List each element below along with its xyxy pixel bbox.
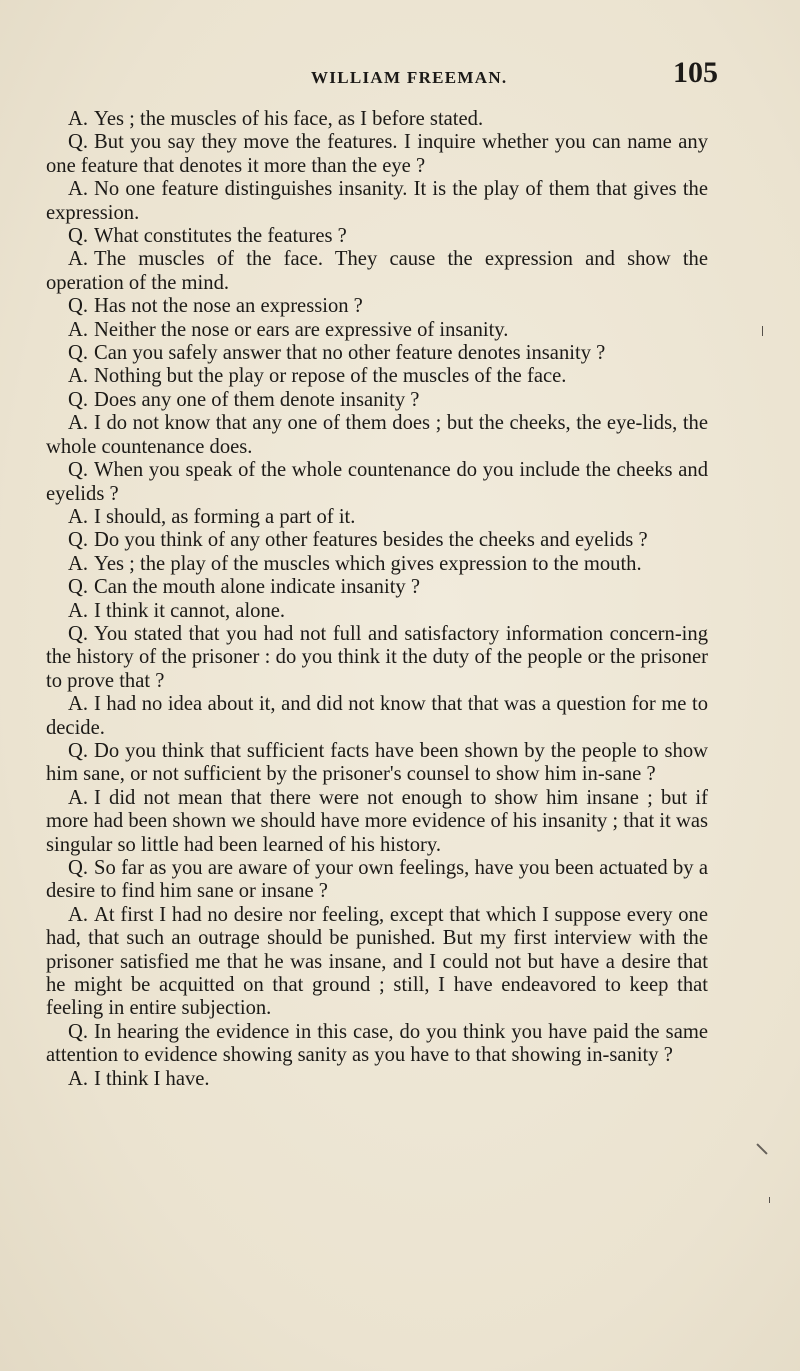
speaker-label: A. [68,786,89,809]
testimony-text [46,108,708,1091]
paragraph-text: At first I had no desire nor feeling, except that which I suppose every one had, that such an outrage should be punished. But my first interview with the prisoner satisfied me that he was insane, and I could not but have a desire that he might be acquitted on that ground ; still, I have endeavored to keep that feeling in entire subjection. [46,903,708,1020]
paragraph-text: I do not know that any one of them does ; but the cheeks, the eye-lids, the whole countenance does. [46,412,708,458]
speaker-label: Q. [68,459,89,482]
paragraph-text: Yes ; the play of the muscles which gives expression to the mouth. [94,552,642,575]
speaker-label: A. [68,178,89,201]
answer-paragraph [46,412,708,459]
speaker-label: Q. [68,131,89,154]
paragraph-text: But you say they move the features. I inquire whether you can name any one feature that denotes it more than the eye ? [46,131,708,177]
margin-mark [756,1143,767,1154]
paragraph-text: I think I have. [94,1067,210,1090]
speaker-label: Q. [68,529,89,552]
paragraph-text: Does any one of them denote insanity ? [94,388,420,411]
question-paragraph [46,623,708,693]
paragraph-text: Do you think of any other features besides the cheeks and eyelids ? [94,529,648,552]
paragraph-text: Nothing but the play or repose of the muscles of the face. [94,365,567,388]
question-paragraph [46,740,708,787]
speaker-label: A. [68,552,89,575]
speaker-label: Q. [68,388,89,411]
paragraph-text: Has not the nose an expression ? [94,295,363,318]
paragraph-text: Yes ; the muscles of his face, as I before stated. [94,108,484,130]
question-paragraph [46,576,708,599]
question-paragraph [46,1021,708,1068]
paragraph-text: I did not mean that there were not enough to show him insane ; but if more had been shown we should have more evidence of his insanity ; that it was singular so little had been learned of his history. [46,786,708,856]
speaker-label: A. [68,318,89,341]
answer-paragraph [46,693,708,740]
paragraph-text: I had no idea about it, and did not know that that was a question for me to decide. [46,693,708,739]
question-paragraph [46,295,708,318]
speaker-label: A. [68,505,89,528]
paragraph-text: No one feature distinguishes insanity. It is the play of them that gives the expression. [46,178,708,224]
paragraph-text: So far as you are aware of your own feelings, have you been actuated by a desire to find him sane or insane ? [46,857,708,903]
speaker-label: Q. [68,225,89,248]
margin-mark [762,326,763,336]
paragraph-text: Can the mouth alone indicate insanity ? [94,576,421,599]
question-paragraph [46,389,708,412]
answer-paragraph [46,787,708,857]
running-title: WILLIAM FREEMAN. [311,68,508,87]
speaker-label: A. [68,903,89,926]
speaker-label: Q. [68,739,89,762]
question-paragraph [46,459,708,506]
paragraph-text: Neither the nose or ears are expressive of insanity. [94,318,509,341]
paragraph-text: I think it cannot, alone. [94,599,286,622]
question-paragraph [46,857,708,904]
paragraph-text: Can you safely answer that no other feature denotes insanity ? [94,342,606,365]
paragraph-text: When you speak of the whole countenance do you include the cheeks and eyelids ? [46,459,708,505]
speaker-label: A. [68,412,89,435]
speaker-label: Q. [68,857,89,879]
speaker-label: Q. [68,1020,89,1043]
answer-paragraph [46,506,708,529]
speaker-label: Q. [68,295,89,318]
speaker-label: A. [68,248,89,271]
speaker-label: A. [68,599,89,622]
paragraph-text: You stated that you had not full and satisfactory information concern-ing the history of the prisoner : do you think it the duty of the people or the prisoner to prove that ? [46,622,708,692]
paragraph-text: I should, as forming a part of it. [94,505,356,528]
margin-mark [769,1197,770,1203]
answer-paragraph [46,319,708,342]
answer-paragraph [46,904,708,1021]
answer-paragraph [46,248,708,295]
paragraph-text: What constitutes the features ? [94,225,347,248]
answer-paragraph [46,108,708,131]
answer-paragraph [46,178,708,225]
answer-paragraph [46,365,708,388]
answer-paragraph [46,553,708,576]
speaker-label: Q. [68,576,89,599]
speaker-label: A. [68,693,89,716]
paragraph-text: Do you think that sufficient facts have been shown by the people to show him sane, or not sufficient by the prisoner's counsel to show him in-sane ? [46,739,708,786]
question-paragraph [46,131,708,178]
speaker-label: Q. [68,622,89,645]
paragraph-text: The muscles of the face. They cause the expression and show the operation of the mind. [46,248,708,294]
answer-paragraph [46,1068,708,1091]
question-paragraph [46,225,708,248]
page-number: 105 [673,56,718,89]
question-paragraph [46,529,708,552]
speaker-label: A. [68,108,89,130]
speaker-label: Q. [68,342,89,365]
answer-paragraph [46,600,708,623]
question-paragraph [46,342,708,365]
speaker-label: A. [68,365,89,388]
page-header [0,58,800,98]
speaker-label: A. [68,1067,89,1090]
paragraph-text: In hearing the evidence in this case, do you think you have paid the same attention to evidence showing sanity as you have to that showing in-sanity ? [46,1020,708,1067]
